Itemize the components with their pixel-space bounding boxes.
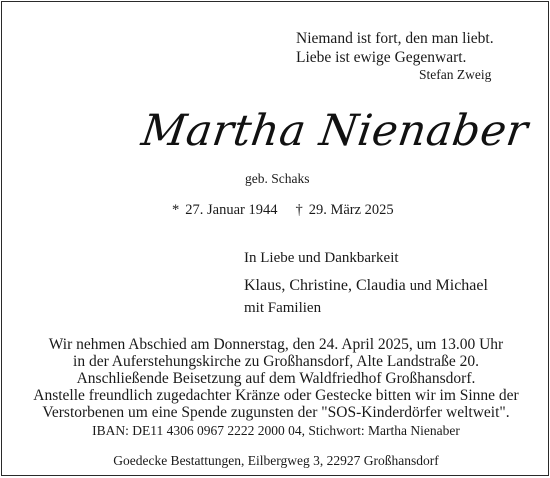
death-symbol: † [295, 202, 303, 218]
birth-date: 27. Januar 1944 [185, 202, 278, 218]
mourners-families: mit Familien [244, 300, 322, 316]
quote-author: Stefan Zweig [419, 67, 492, 82]
mourners-names-part2: Michael [435, 277, 488, 294]
notice-line-2: in der Auferstehungskirche zu Großhansdorf, Alte Landstraße 20. [73, 353, 479, 370]
notice-line-3: Anschließende Beisetzung auf dem Waldfriedhof Großhansdorf. [76, 370, 476, 387]
maiden-name: geb. Schaks [245, 171, 310, 186]
deceased-name: Martha Nienaber [138, 106, 532, 156]
obituary-notice [1, 1, 549, 476]
quote-line-1: Niemand ist fort, den man liebt. [296, 30, 494, 47]
death-date: 29. März 2025 [308, 202, 394, 218]
notice-line-4: Anstelle freundlich zugedachter Kränze oder Gestecke bitten wir im Sinne der [33, 387, 519, 404]
mourners-names-part1: Klaus, Christine, Claudia [244, 277, 406, 294]
notice-line-5: Verstorbenen um eine Spende zugunsten der "SOS-Kinderdörfer weltweit". [42, 404, 510, 421]
quote-line-2: Liebe ist ewige Gegenwart. [296, 49, 467, 66]
birth-symbol: * [172, 202, 180, 218]
mourners-conjunction: und [409, 278, 432, 294]
notice-line-1: Wir nehmen Abschied am Donnerstag, den 24. April 2025, um 13.00 Uhr [48, 336, 504, 353]
mourners-intro: In Liebe und Dankbarkeit [244, 250, 399, 266]
undertaker-info: Goedecke Bestattungen, Eilbergweg 3, 22927 Großhansdorf [113, 453, 439, 468]
donation-iban: IBAN: DE11 4306 0967 2222 2000 04, Stichwort: Martha Nienaber [92, 423, 460, 438]
mourners-names [244, 277, 488, 295]
life-dates [172, 202, 394, 219]
